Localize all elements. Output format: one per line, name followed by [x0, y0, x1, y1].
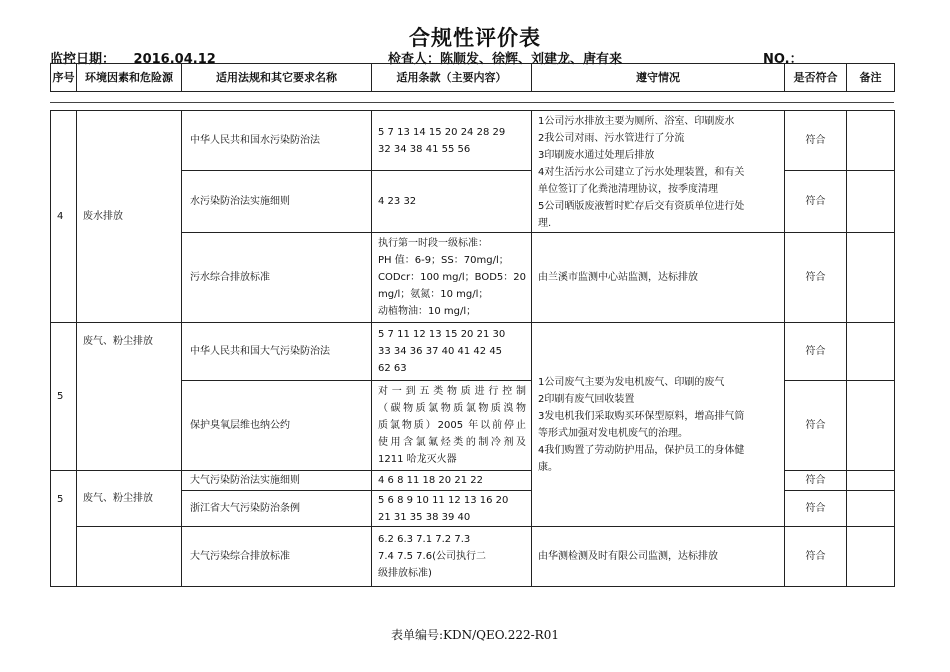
- law-cell: 保护臭氧层维也纳公约: [182, 381, 372, 471]
- law-cell: 中华人民共和国大气污染防治法: [182, 323, 372, 381]
- clause-line: 动植物油：10 mg/l；: [378, 306, 477, 317]
- clause-line: 62 63: [378, 363, 407, 374]
- clause-line: 5 7 11 12 13 15 20 21 30: [378, 329, 506, 340]
- compliance-cell: 由兰溪市监测中心站监测，达标排放: [532, 233, 785, 323]
- col-conform: 是否符合: [785, 64, 847, 92]
- remark-cell: [847, 381, 895, 471]
- law-cell: 水污染防治法实施细则: [182, 171, 372, 233]
- compliance-line: 等形式加强对发电机废气的治理。: [538, 427, 688, 439]
- compliance-line: 理.: [538, 218, 552, 229]
- compliance-line: 4我们购置了劳动防护用品，保护员工的身体健: [538, 444, 745, 456]
- clause-line: 使用含氯氟烃类的制冷剂及: [378, 437, 526, 448]
- conform-cell: 符合: [785, 233, 847, 323]
- clause-line: 33 34 36 37 40 41 42 45: [378, 346, 503, 357]
- monitor-date-value: 2016.04.12: [133, 52, 216, 67]
- clause-line: CODcr：100 mg/l；BOD5：20: [378, 272, 527, 283]
- compliance-cell: 由华测检测及时有限公司监测，达标排放: [532, 527, 785, 587]
- seq-cell: 5: [51, 471, 77, 587]
- col-seq: 序号: [51, 64, 77, 92]
- clause-line: PH 值：6-9；SS：70mg/l；: [378, 255, 509, 266]
- remark-cell: [847, 111, 895, 171]
- compliance-line: 1公司污水排放主要为厕所、浴室、印刷废水: [538, 116, 735, 127]
- law-cell: 中华人民共和国水污染防治法: [182, 111, 372, 171]
- clause-cell: [372, 491, 532, 527]
- compliance-line: 2印刷有废气回收装置: [538, 393, 635, 405]
- compliance-cell: [532, 111, 785, 233]
- table-row: [51, 527, 895, 587]
- clause-line: 级排放标准): [378, 568, 432, 579]
- table-row: [51, 323, 895, 381]
- compliance-line: 3发电机我们采取购买环保型原料，增高排气筒: [538, 410, 745, 422]
- law-cell: 大气污染防治法实施细则: [182, 471, 372, 491]
- col-factor: 环境因素和危险源: [77, 64, 182, 92]
- inspector-names: 陈顺发、徐辉、刘建龙、唐有来: [440, 52, 623, 67]
- law-cell: 污水综合排放标准: [182, 233, 372, 323]
- compliance-line: 康。: [538, 461, 558, 473]
- conform-cell: 符合: [785, 471, 847, 491]
- col-clause: 适用条款（主要内容）: [372, 64, 532, 92]
- clause-cell: 4 6 8 11 18 20 21 22: [372, 471, 532, 491]
- header-table: [50, 63, 895, 92]
- remark-cell: [847, 491, 895, 527]
- compliance-line: 5公司晒版废液暂时贮存后交有资质单位进行处: [538, 201, 745, 212]
- clause-cell: [372, 527, 532, 587]
- law-cell: 大气污染综合排放标准: [182, 527, 372, 587]
- seq-cell: 5: [51, 323, 77, 471]
- clause-cell: [372, 323, 532, 381]
- col-remark: 备注: [847, 64, 895, 92]
- clause-line: 执行第一时段一级标准：: [378, 238, 488, 249]
- clause-line: 1211 哈龙灭火器: [378, 454, 457, 465]
- col-law: 适用法规和其它要求名称: [182, 64, 372, 92]
- remark-cell: [847, 527, 895, 587]
- conform-cell: 符合: [785, 111, 847, 171]
- compliance-cell: [532, 323, 785, 527]
- clause-line: 6.2 6.3 7.1 7.2 7.3: [378, 534, 471, 545]
- clause-line: 7.4 7.5 7.6(公司执行二: [378, 551, 486, 562]
- remark-cell: [847, 233, 895, 323]
- col-compliance: 遵守情况: [532, 64, 785, 92]
- clause-line: （碳物质氯物质氯物质溴物: [378, 403, 526, 414]
- table-row: [51, 111, 895, 171]
- monitor-date-label: 监控日期：: [50, 52, 116, 67]
- inspector-label: 检查人：: [388, 52, 441, 67]
- conform-cell: 符合: [785, 323, 847, 381]
- clause-cell: [372, 233, 532, 323]
- factor-cell: 废气、粉尘排放: [77, 323, 182, 471]
- compliance-line: 4对生活污水公司建立了污水处理装置，和有关: [538, 167, 745, 178]
- evaluation-table: [50, 110, 895, 587]
- form-number-label: NO.：: [763, 52, 803, 67]
- clause-line: 5 6 8 9 10 11 12 13 16 20: [378, 494, 509, 506]
- factor-cell: 废水排放: [77, 111, 182, 323]
- clause-line: 质氯物质）2005 年以前停止: [378, 420, 526, 431]
- form-code-footer: 表单编号:KDN/QEO.222-R01: [391, 628, 559, 642]
- divider-line: [50, 102, 894, 103]
- clause-cell: [372, 111, 532, 171]
- compliance-line: 2我公司对雨、污水管进行了分流: [538, 133, 685, 144]
- clause-cell: [372, 381, 532, 471]
- conform-cell: 符合: [785, 491, 847, 527]
- clause-line: 5 7 13 14 15 20 24 28 29: [378, 126, 506, 138]
- factor-cell: [77, 527, 182, 587]
- compliance-line: 1公司废气主要为发电机废气、印刷的废气: [538, 376, 725, 388]
- remark-cell: [847, 471, 895, 491]
- remark-cell: [847, 323, 895, 381]
- clause-line: 32 34 38 41 55 56: [378, 143, 471, 155]
- clause-line: 对一到五类物质进行控制: [378, 386, 526, 397]
- clause-line: mg/l；氨氮：10 mg/l；: [378, 289, 489, 300]
- compliance-line: 3印刷废水通过处理后排放: [538, 150, 655, 161]
- conform-cell: 符合: [785, 381, 847, 471]
- page-title: 合规性评价表: [409, 25, 541, 50]
- clause-cell: 4 23 32: [372, 171, 532, 233]
- law-cell: 浙江省大气污染防治条例: [182, 491, 372, 527]
- conform-cell: 符合: [785, 527, 847, 587]
- factor-cell: 废气、粉尘排放: [77, 471, 182, 527]
- conform-cell: 符合: [785, 171, 847, 233]
- clause-line: 21 31 35 38 39 40: [378, 511, 471, 523]
- remark-cell: [847, 171, 895, 233]
- seq-cell: 4: [51, 111, 77, 323]
- compliance-line: 单位签订了化粪池清理协议，按季度清理: [538, 184, 718, 195]
